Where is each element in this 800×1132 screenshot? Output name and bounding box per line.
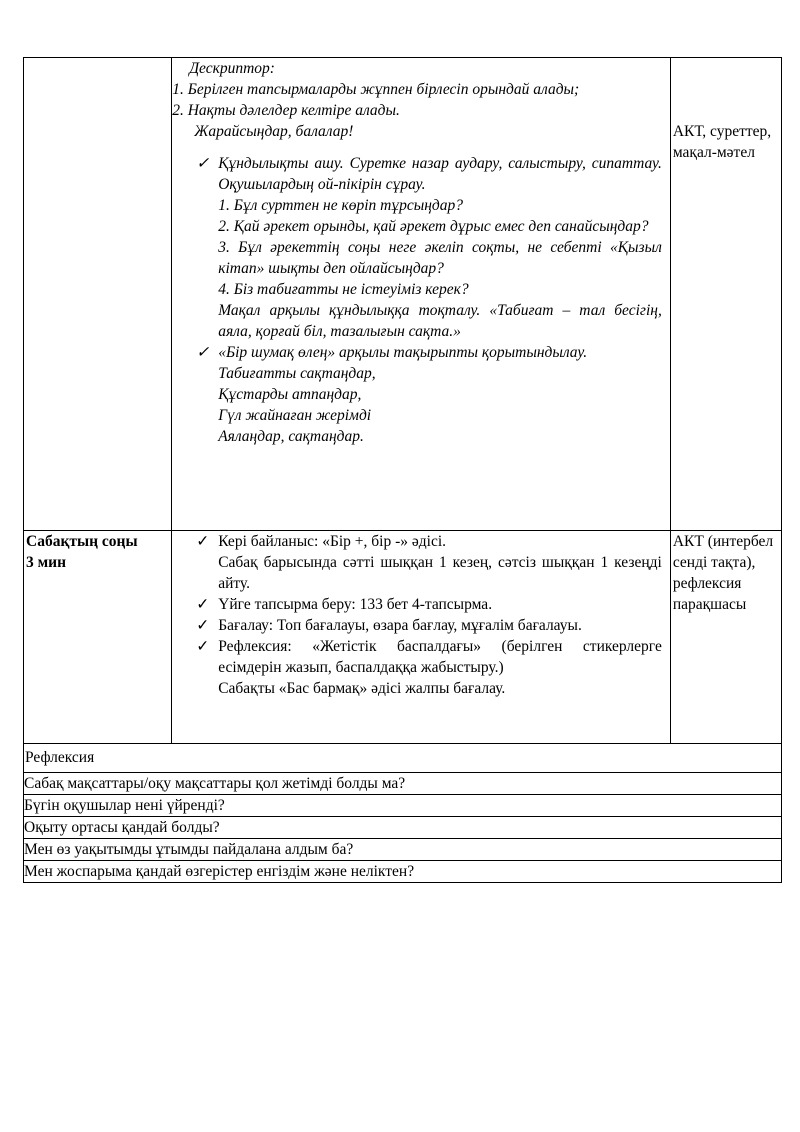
bullet-text: Құндылықты ашу. Суретке назар аудару, салыстыру, сипаттау. Оқушылардың ой-пікірін сұрау. <box>218 155 662 193</box>
reflection-title-cell <box>24 744 782 773</box>
reflection-question-4: Мен өз уақытымды ұтымды пайдалана алдым ба? <box>24 839 782 861</box>
question-4: 4. Біз табиғатты не істеуіміз керек? <box>218 281 469 298</box>
stage-title: Сабақтың соңы <box>26 533 138 550</box>
poem-line-2: Құстарды атпаңдар, <box>218 386 362 403</box>
bullet-text: Үйге тапсырма беру: 133 бет 4-тапсырма. <box>218 596 493 613</box>
poem-line-1: Табиғатты сақтаңдар, <box>218 365 376 382</box>
bullet-assessment <box>172 615 670 636</box>
bullet-value-discovery <box>172 153 670 195</box>
stage-cell-empty <box>24 58 172 531</box>
reflection-question-row <box>24 795 782 817</box>
stage-duration: 3 мин <box>26 554 67 571</box>
reflection-question-1: Сабақ мақсаттары/оқу мақсаттары қол жетімді болды ма? <box>24 773 782 795</box>
checkmark-icon: ✓ <box>196 596 210 613</box>
resources-cell <box>670 58 781 531</box>
checkmark-icon: ✓ <box>196 344 210 361</box>
bullet-text: Рефлексия: «Жетістік баспалдағы» (берілген стикерлерге есімдерін жазып, баспалдаққа жабыстыру.) <box>218 638 662 676</box>
checkmark-icon: ✓ <box>196 533 210 550</box>
lesson-content-row <box>24 58 782 531</box>
reflection-question-3: Оқыту ортасы қандай болды? <box>24 817 782 839</box>
bullet-poem-summary <box>172 342 670 363</box>
question-2: 2. Қай әрекет орынды, қай әрекет дұрыс емес деп санайсыңдар? <box>218 218 649 235</box>
lesson-plan-table <box>23 57 782 883</box>
reflection-question-row <box>24 839 782 861</box>
reflection-detail: Сабақты «Бас бармақ» әдісі жалпы бағалау. <box>218 680 506 697</box>
proverb-text: Мақал арқылы құндылыққа тоқталу. «Табиғат – тал бесігің, аяла, қорғай біл, тазалығын сақта.» <box>218 302 662 340</box>
reflection-question-2: Бүгін оқушылар нені үйренді? <box>24 795 782 817</box>
end-resources-text: АКТ (интербел сенді тақта), рефлексия парақшасы <box>672 533 774 613</box>
poem-line-4: Аялаңдар, сақтаңдар. <box>218 428 364 445</box>
bullet-text: Кері байланыс: «Бір +, бір -» әдісі. <box>218 533 447 550</box>
stage-cell <box>24 531 172 744</box>
end-resources-cell <box>670 531 781 744</box>
reflection-question-row <box>24 773 782 795</box>
question-1: 1. Бұл сурттен не көріп тұрсыңдар? <box>218 197 464 214</box>
bullet-homework <box>172 594 670 615</box>
bullet-reflection <box>172 636 670 678</box>
reflection-question-5: Мен жоспарыма қандай өзгерістер енгіздім және неліктен? <box>24 861 782 883</box>
praise-text: Жарайсыңдар, балалар! <box>194 123 354 140</box>
activity-cell <box>172 58 671 531</box>
poem-line-3: Гүл жайнаған жерімді <box>218 407 372 424</box>
bullet-text: Бағалау: Топ бағалауы, өзара бағлау, мұғалім бағалауы. <box>218 617 582 634</box>
question-3: 3. Бұл әрекеттің соңы неге әкеліп соқты, не себепті «Қызыл кітап» шықты деп ойлайсыңдар? <box>218 239 662 277</box>
checkmark-icon: ✓ <box>196 617 210 634</box>
descriptor-item-2: 2. Нақты дәлелдер келтіре алады. <box>172 102 400 119</box>
bullet-feedback <box>172 531 670 552</box>
checkmark-icon: ✓ <box>196 155 210 172</box>
descriptor-title: Дескриптор: <box>189 60 275 77</box>
descriptor-item-1: 1. Берілген тапсырмаларды жұппен бірлесіп орындай алады; <box>172 81 580 98</box>
reflection-title: Рефлексия <box>25 749 95 766</box>
reflection-question-row <box>24 817 782 839</box>
bullet-text: «Бір шумақ өлең» арқылы тақырыпты қорытындылау. <box>218 344 588 361</box>
reflection-question-row <box>24 861 782 883</box>
resources-text: АКТ, суреттер, мақал-мәтел <box>672 123 772 161</box>
end-activity-cell <box>172 531 671 744</box>
feedback-detail: Сабақ барысында сәтті шыққан 1 кезең, сәтсіз шыққан 1 кезеңді айту. <box>218 554 662 592</box>
checkmark-icon: ✓ <box>196 638 210 655</box>
reflection-header-row <box>24 744 782 773</box>
lesson-end-row <box>24 531 782 744</box>
